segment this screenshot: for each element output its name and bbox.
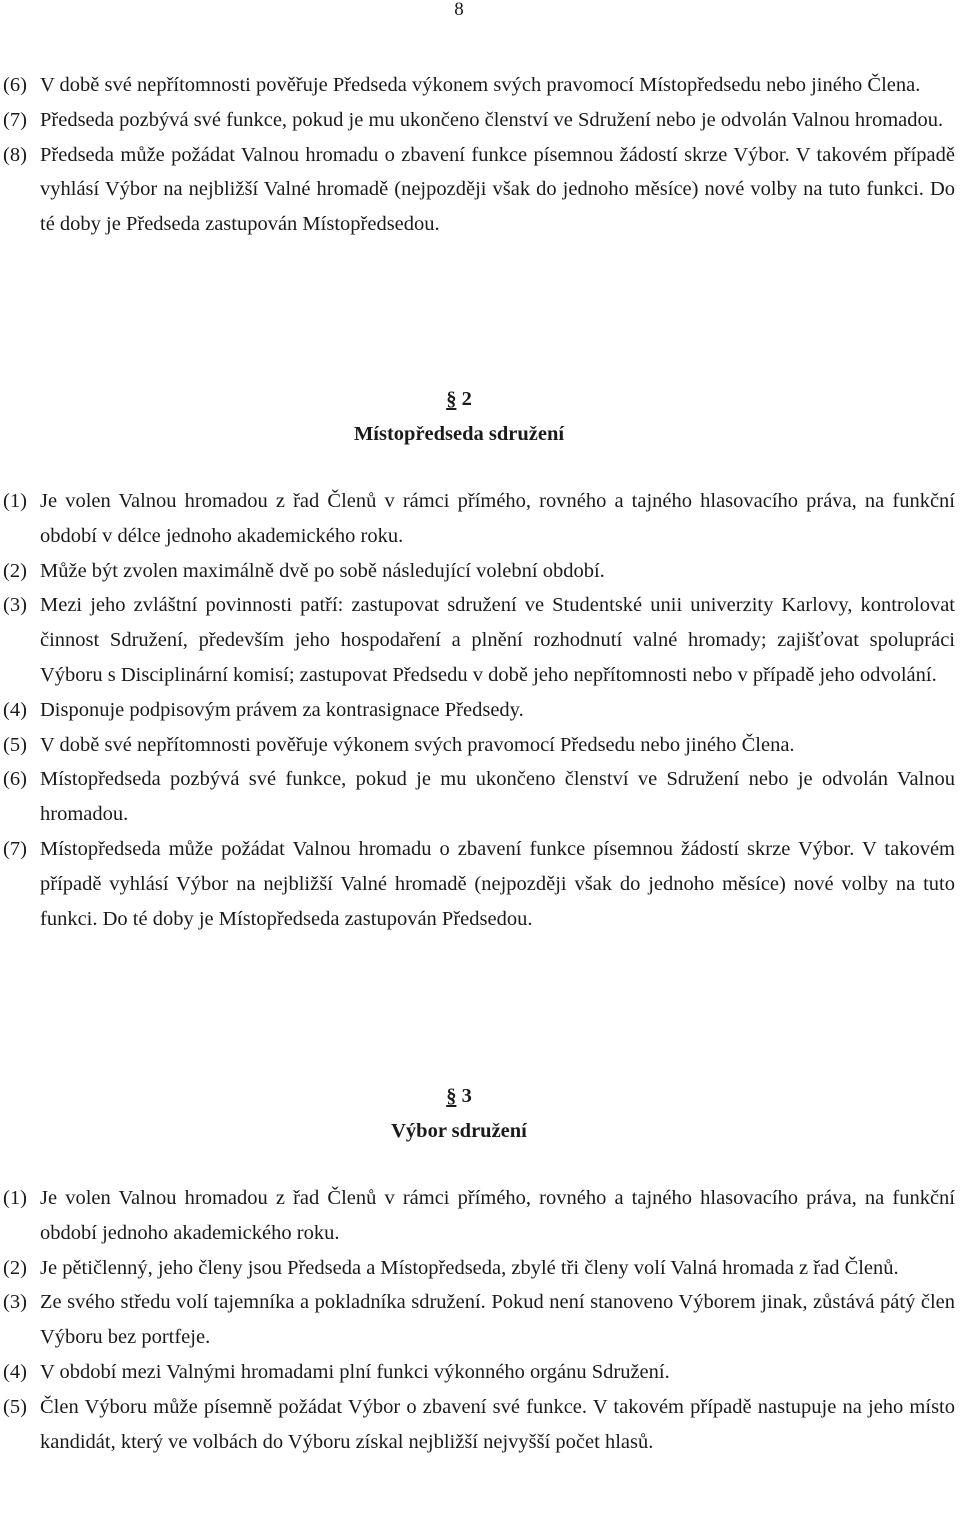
article-item xyxy=(3,1181,955,1251)
article-item xyxy=(3,1285,955,1355)
item-text: Předseda pozbývá své funkce, pokud je mu ukončeno členství ve Sdružení nebo je odvolán Valnou hromadou. xyxy=(40,108,944,131)
article-item xyxy=(3,1390,955,1460)
item-number: (7) xyxy=(3,837,27,860)
item-text: V době své nepřítomnosti pověřuje výkonem svých pravomocí Předsedu nebo jiného Člena. xyxy=(40,733,795,756)
item-text: Předseda může požádat Valnou hromadu o zbavení funkce písemnou žádostí skrze Výbor. V takovém případě vyhlásí Výbor na nejbližší Valné hromadě (nejpozději však do jednoho měsíce) nové volby na tuto funkci. Do té doby je Předseda zastupován Místopředsedou. xyxy=(40,143,955,236)
item-text: Je volen Valnou hromadou z řad Členů v rámci přímého, rovného a tajného hlasovacího práva, na funkční období v délce jednoho akademického roku. xyxy=(40,490,955,547)
article-item xyxy=(3,1251,955,1286)
item-text: Je pětičlenný, jeho členy jsou Předseda a Místopředseda, zbylé tři členy volí Valná hromada z řad Členů. xyxy=(40,1256,899,1279)
section-number: 2 xyxy=(461,388,472,410)
section-symbol: § xyxy=(446,388,457,410)
item-text: Mezi jeho zvláštní povinnosti patří: zastupovat sdružení ve Studentské unii univerzity Karlovy, kontrolovat činnost Sdružení, především jeho hospodaření a plnění rozhodnutí valné hromady; zajišťovat spolupráci Výboru s Disciplinární komisí; zastupovat Předsedu v době jeho nepřítomnosti nebo v případě jeho odvolání. xyxy=(40,594,955,686)
item-number: (1) xyxy=(3,1187,27,1209)
item-number: (6) xyxy=(3,74,27,96)
article-item xyxy=(3,68,955,103)
article-item xyxy=(3,588,955,692)
article-item xyxy=(3,554,955,589)
item-text: Člen Výboru může písemně požádat Výbor o zbavení své funkce. V takovém případě nastupuje na jeho místo kandidát, který ve volbách do Výboru získal nejbližší nejvyšší počet hlasů. xyxy=(40,1395,955,1453)
item-number: (1) xyxy=(3,490,27,512)
item-text: Může být zvolen maximálně dvě po sobě následující volební období. xyxy=(40,559,605,582)
section-3-title: Výbor sdružení xyxy=(391,1119,527,1142)
item-number: (7) xyxy=(3,108,27,131)
section-2-number xyxy=(0,382,918,417)
item-number: (2) xyxy=(3,559,27,582)
article-item xyxy=(3,103,955,138)
item-text: Ze svého středu volí tajemníka a pokladníka sdružení. Pokud není stanoveno Výborem jinak, zůstává pátý člen Výboru bez portfeje. xyxy=(40,1291,955,1349)
item-number: (8) xyxy=(3,143,27,166)
article-item xyxy=(3,484,955,554)
item-number: (4) xyxy=(3,698,27,721)
article-item xyxy=(3,728,955,763)
item-text: Je volen Valnou hromadou z řad Členů v rámci přímého, rovného a tajného hlasovacího práva, na funkční období jednoho akademického roku. xyxy=(40,1187,955,1244)
item-text: V období mezi Valnými hromadami plní funkci výkonného orgánu Sdružení. xyxy=(40,1360,670,1383)
page-number: 8 xyxy=(454,0,464,20)
item-number: (3) xyxy=(3,594,27,617)
previous-section-items xyxy=(3,68,955,242)
section-3-number xyxy=(0,1079,918,1114)
item-number: (2) xyxy=(3,1256,27,1279)
section-symbol: § xyxy=(446,1085,457,1107)
section-2-title: Místopředseda sdružení xyxy=(353,422,565,445)
item-number: (6) xyxy=(3,768,27,791)
item-number: (5) xyxy=(3,1395,27,1418)
article-item xyxy=(3,832,955,936)
article-item xyxy=(3,762,955,832)
section-2-heading xyxy=(0,382,918,452)
article-item xyxy=(3,1355,955,1390)
item-text: Místopředseda pozbývá své funkce, pokud je mu ukončeno členství ve Sdružení nebo je odvolán Valnou hromadou. xyxy=(40,768,955,826)
section-2-items xyxy=(3,484,955,936)
article-item xyxy=(3,693,955,728)
section-number: 3 xyxy=(461,1085,472,1107)
item-text: V době své nepřítomnosti pověřuje Předseda výkonem svých pravomocí Místopředsedu nebo jiného Člena. xyxy=(40,74,921,96)
item-number: (3) xyxy=(3,1291,27,1314)
item-text: Místopředseda může požádat Valnou hromadu o zbavení funkce písemnou žádostí skrze Výbor. V takovém případě vyhlásí Výbor na nejbližší Valné hromadě (nejpozději však do jednoho měsíce) nové volby na tuto funkci. Do té doby je Místopředseda zastupován Předsedou. xyxy=(40,837,955,930)
section-3-items xyxy=(3,1181,955,1459)
item-number: (4) xyxy=(3,1360,27,1383)
article-item xyxy=(3,138,955,242)
item-text: Disponuje podpisovým právem za kontrasignace Předsedy. xyxy=(40,698,524,721)
item-number: (5) xyxy=(3,733,27,756)
section-3-heading xyxy=(0,1079,918,1149)
